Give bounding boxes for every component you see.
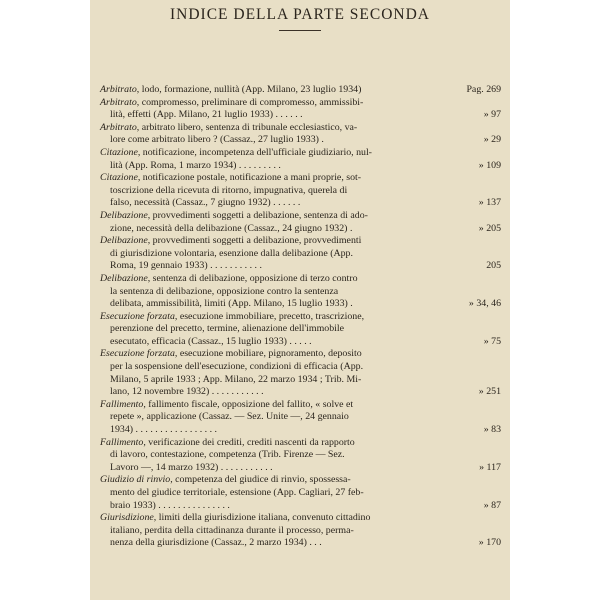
entry-text: , lodo, formazione, nullità (App. Milano, 23 luglio 1934): [136, 84, 362, 95]
entry-text: , sentenza di delibazione, opposizione di terzo contro: [147, 272, 358, 284]
entry-keyword: Giurisdizione: [100, 512, 154, 524]
entry-text: italiano, perdita della cittadinanza durante il processo, perma-: [110, 524, 354, 536]
entry-page-number: 205: [486, 260, 501, 272]
page-title: INDICE DELLA PARTE SECONDA: [169, 6, 430, 23]
entry-text: delibata, ammissibilità, limiti (App. Milano, 15 luglio 1933) .: [110, 298, 353, 310]
entry-text: , limiti della giurisdizione italiana, convenuto cittadino: [153, 512, 371, 524]
entry-line: [100, 235, 501, 248]
entry-line: [100, 512, 501, 525]
entry-text: per la sospensione dell'esecuzione, condizioni di efficacia (App.: [110, 361, 364, 373]
entry-page-number: » 75: [483, 335, 501, 347]
entry-line: [100, 336, 501, 349]
entry-keyword: Delibazione: [100, 209, 148, 221]
index-entry: [100, 348, 501, 398]
entry-line: [100, 449, 501, 462]
entry-line: [100, 248, 501, 261]
entry-line: [100, 525, 501, 538]
entry-text: , verificazione dei crediti, crediti nascenti da rapporto: [143, 436, 355, 448]
entry-line: [100, 84, 501, 97]
entry-text: di giurisdizione volontaria, esenzione dalla delibazione (App.: [110, 247, 353, 259]
entry-keyword: Fallimento: [100, 398, 144, 410]
entry-page-number: » 137: [478, 197, 501, 209]
entry-text: , compromesso, preliminare di compromesso, ammissibi-: [136, 96, 364, 108]
entry-text: di lavoro, contestazione, competenza (Trib. Firenze — Sez.: [110, 449, 345, 461]
entry-keyword: Arbitrato: [100, 96, 137, 108]
entry-line: [100, 537, 501, 550]
entry-page-number: » 83: [483, 424, 501, 436]
index-entry: [100, 147, 501, 172]
entry-line: [100, 487, 501, 500]
entry-text: lano, 12 novembre 1932) . . . . . . . . . . .: [110, 386, 264, 398]
entry-text: lità, effetti (App. Milano, 21 luglio 1933) . . . . . .: [110, 109, 303, 121]
entry-line: [100, 260, 501, 273]
entry-page-number: » 205: [478, 222, 501, 234]
entry-page-number: » 117: [479, 461, 501, 473]
index-entry: [100, 437, 501, 475]
index-entry: [100, 399, 501, 437]
entry-text: , esecuzione immobiliare, precetto, trascrizione,: [174, 310, 365, 322]
index-entry: [100, 122, 501, 147]
title-rule: [279, 30, 321, 31]
entry-keyword: Arbitrato: [100, 84, 137, 95]
entry-text: Lavoro —, 14 marzo 1932) . . . . . . . . . . .: [110, 461, 273, 473]
entry-keyword: Fallimento: [100, 436, 144, 448]
entry-keyword: Esecuzione forzata: [100, 348, 175, 360]
entry-text: esecutato, efficacia (Cassaz., 15 luglio 1933) . . . . .: [110, 335, 312, 347]
book-page: [90, 0, 510, 600]
entry-keyword: Delibazione: [100, 235, 148, 247]
entry-keyword: Delibazione: [100, 272, 148, 284]
entry-text: , esecuzione mobiliare, pignoramento, deposito: [174, 348, 362, 360]
entry-line: [100, 109, 501, 122]
entry-line: [100, 437, 501, 450]
entry-text: falso, necessità (Cassaz., 7 giugno 1932) . . . . . .: [110, 197, 301, 209]
entry-line: [100, 462, 501, 475]
index-entry: [100, 235, 501, 273]
entry-line: [100, 374, 501, 387]
entry-page-number: » 251: [478, 386, 501, 398]
entry-line: [100, 134, 501, 147]
entry-page-number: Pag. 269: [466, 84, 501, 95]
entry-text: Roma, 19 gennaio 1933) . . . . . . . . . . .: [110, 260, 262, 272]
entry-text: zione, necessità della delibazione (Cassaz., 24 giugno 1932) .: [110, 222, 353, 234]
index-entry: [100, 273, 501, 311]
entry-line: [100, 424, 501, 437]
entry-text: , provvedimenti soggetti a delibazione, sentenza di ado-: [147, 209, 368, 221]
entry-text: , provvedimenti soggetti a delibazione, provvedimenti: [147, 235, 362, 247]
entry-line: [100, 348, 501, 361]
entry-page-number: » 34, 46: [468, 298, 501, 310]
index-entry: [100, 474, 501, 512]
entry-line: [100, 122, 501, 135]
index-entry: [100, 311, 501, 349]
entry-text: mento del giudice territoriale, estensione (App. Cagliari, 27 feb-: [110, 487, 364, 498]
entry-line: [100, 172, 501, 185]
index-entry: [100, 512, 501, 550]
entry-text: lore come arbitrato libero ? (Cassaz., 27 luglio 1933) .: [110, 134, 324, 146]
entry-line: [100, 474, 501, 487]
entry-text: lità (App. Roma, 1 marzo 1934) . . . . . . . . .: [110, 159, 281, 171]
entry-text: repete », applicazione (Cassaz. — Sez. Unite —, 24 gennaio: [110, 411, 349, 423]
index-entry: [100, 84, 501, 97]
entry-text: , competenza del giudice di rinvio, spossessa-: [170, 474, 351, 486]
entry-line: [100, 323, 501, 336]
entry-keyword: Esecuzione forzata: [100, 310, 175, 322]
entry-keyword: Citazione: [100, 172, 138, 184]
entry-line: [100, 97, 501, 110]
entry-line: [100, 399, 501, 412]
entry-page-number: » 87: [483, 499, 501, 511]
index-entries: [100, 84, 501, 550]
entry-line: [100, 197, 501, 210]
entry-line: [100, 298, 501, 311]
entry-line: [100, 185, 501, 198]
entry-text: 1934) . . . . . . . . . . . . . . . . .: [110, 424, 217, 436]
entry-text: braio 1933) . . . . . . . . . . . . . . .: [110, 499, 230, 511]
entry-text: perenzione del precetto, termine, alienazione dell'immobile: [110, 323, 345, 335]
entry-line: [100, 210, 501, 223]
entry-page-number: » 97: [483, 109, 501, 121]
entry-line: [100, 147, 501, 160]
entry-text: Milano, 5 aprile 1933 ; App. Milano, 22 marzo 1934 ; Trib. Mi-: [110, 373, 362, 385]
entry-line: [100, 273, 501, 286]
entry-keyword: Citazione: [100, 146, 138, 158]
entry-line: [100, 160, 501, 173]
entry-line: [100, 411, 501, 424]
entry-text: toscrizione della ricevuta di ritorno, impugnativa, querela di: [110, 184, 348, 196]
entry-text: la sentenza di delibazione, opposizione contro la sentenza: [110, 285, 339, 297]
entry-page-number: » 29: [483, 134, 501, 146]
entry-text: , arbitrato libero, sentenza di tribunale ecclesiastico, va-: [136, 121, 358, 133]
entry-keyword: Giudizio di rinvio: [100, 474, 171, 486]
entry-text: nenza della giurisdizione (Cassaz., 2 marzo 1934) . . .: [110, 537, 322, 549]
entry-line: [100, 500, 501, 513]
entry-page-number: » 109: [478, 159, 501, 171]
entry-line: [100, 386, 501, 399]
entry-line: [100, 286, 501, 299]
entry-page-number: » 170: [478, 537, 501, 549]
entry-text: , notificazione postale, notificazione a mani proprie, sot-: [137, 172, 362, 184]
index-entry: [100, 97, 501, 122]
entry-line: [100, 223, 501, 236]
entry-line: [100, 311, 501, 324]
entry-keyword: Arbitrato: [100, 121, 137, 133]
entry-text: , notificazione, incompetenza dell'ufficiale giudiziario, nul-: [137, 146, 372, 158]
entry-line: [100, 361, 501, 374]
index-entry: [100, 210, 501, 235]
index-entry: [100, 172, 501, 210]
entry-text: , fallimento fiscale, opposizione del fallito, « solve et: [143, 398, 354, 410]
